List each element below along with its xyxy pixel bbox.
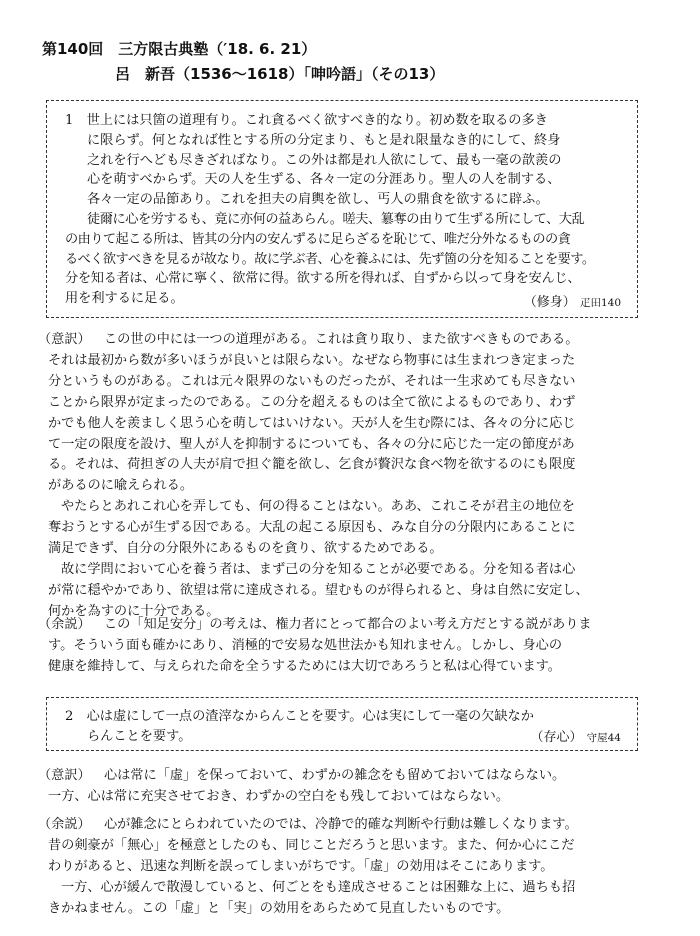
quote-line: 心を萌すべからず。天の人を生ずる、各々一定の分涯あり。聖人の人を制する、 (87, 172, 561, 188)
text-line: が常に穏やかであり、欲望は常に達成される。望むものが得られると、身は自然に安定し、 (48, 582, 589, 598)
section-label: （余説） (38, 817, 91, 832)
text-line: 心が雑念にとらわれていたのでは、冷静で的確な判断や行動は難しくなります。 (103, 817, 578, 832)
text-line: 一方、心は常に充実させておき、わずかの空白をも残しておいてはならない。 (48, 788, 510, 804)
section-label: （意訳） (38, 332, 91, 347)
quote-line: に限らず。何となれば性とする所の分定まり、もと是れ限量なき的にして、終身 (87, 132, 561, 148)
text-line: やたらとあれこれ心を弄しても、何の得ることはない。ああ、これこそが君主の地位を (61, 499, 575, 515)
translation-section-1 (38, 330, 678, 623)
text-line: きかねません。この「虚」と「実」の効用をあらためて見直したいものです。 (48, 900, 510, 916)
text-line: ことから限界が定まったのである。この分を超えるものは全て欲によるものであり、わず (48, 394, 576, 410)
text-line: て一定の限度を設け、聖人が人を抑制するについても、各々の分に応じた一定の節度があ (48, 436, 575, 452)
source-citation: （存心） 守屋44 (530, 730, 621, 745)
text-line: かでも他人を羨ましく思う心を萌してはいけない。天が人を生む際には、各々の分に応じ (48, 415, 576, 431)
text-line: 奪おうとする心が生ずる因である。大乱の起こる原因も、みな自分の分限内にあることに (48, 520, 576, 536)
text-line: 分というものがある。これは元々限界のないものだったが、それは一生求めても尽きない (48, 373, 576, 389)
text-line: 心は常に「虚」を保っておいて、わずかの雑念をも留めておいてはならない。 (103, 768, 566, 783)
quote-line: 各々一定の品節あり。これを担夫の肩輿を欲し、丐人の鼎食を欲するに辟ふ。 (87, 192, 549, 208)
quote-box-2 (46, 697, 638, 751)
text-line: 健康を維持して、与えられた命を全うするためには大切であろうと私は心得ています。 (48, 658, 561, 674)
page-title: 第140回 三方限古典塾（′18. 6. 21） (42, 40, 317, 58)
text-line: 故に学問において心を養う者は、まず己の分を知ることが必要である。分を知る者は心 (61, 561, 576, 577)
quote-line: 1 世上には只箇の道理有り。これ貪るべく欲すべき的なり。初め数を取るの多き (65, 113, 548, 128)
text-line: す。そういう面も確かにあり、消極的で安易な処世法かも知れません。しかし、身心の (48, 637, 563, 653)
text-line: 何かを為すのに十分である。 (48, 603, 220, 619)
text-line: 昔の剣豪が「無心」を極意としたのも、同じことだろうと思います。また、何か心にこだ (48, 837, 575, 853)
text-line: る。それは、荷担ぎの人夫が肩で担ぐ籠を欲し、乞食が贅沢な食べ物を欲するのにも限度 (48, 457, 576, 473)
quote-box-1 (46, 100, 638, 318)
quote-line: らんことを要す。 (87, 728, 192, 744)
quote-line: 2 心は虚にして一点の渣滓なからんことを要す。心は実にして一毫の欠缺なか (65, 709, 534, 724)
text-line: わりがあると、迅速な判断を誤ってしまいがちです。「虚」の効用はそこにあります。 (48, 858, 554, 874)
text-line: があるのに喩えられる。 (48, 478, 194, 494)
source-citation: （修身） 疋田140 (523, 295, 621, 310)
text-line: この「知足安分」の考えは、権力者にとって都合のよい考え方だとする説がありま (103, 617, 592, 632)
commentary-section-1 (38, 615, 678, 678)
text-line: この世の中には一つの道理がある。これは貪り取り、また欲すべきものである。 (103, 332, 579, 347)
text-line: 満足できず、自分の分限外にあるものを貪り、欲するためである。 (48, 541, 443, 557)
commentary-section-2 (38, 815, 678, 920)
text-line: 一方、心が緩んで散漫していると、何ごとをも達成させることは困難な上に、過ちも招 (61, 879, 576, 895)
section-label: （意訳） (38, 768, 91, 783)
quote-line: 分を知る者は、心常に寧く、欲常に得。欲する所を得れば、自ずから以って身を安んじ、 (65, 271, 581, 287)
quote-line: 之れを行へども尽きざればなり。この外は都是れ人欲にして、最も一毫の歆羨の (87, 152, 562, 168)
quote-line: の由りて起こる所は、皆其の分内の安んずるに足らざるを恥じて、唯だ分外なるものの貪 (65, 231, 571, 247)
quote-line: 用を利するに足る。 (65, 291, 184, 307)
page-subtitle: 呂 新吾（1536〜1618）「呻吟語」（その13） (115, 65, 445, 83)
text-line: それは最初から数が多いほうが良いとは限らない。なぜなら物事には生まれつき定まった (48, 352, 576, 368)
translation-section-2 (38, 766, 678, 808)
quote-line: るべく欲すべきを見るが故なり。故に学ぶ者、心を養ふには、先ず箇の分を知ることを要す。 (65, 251, 595, 267)
quote-line: 徒爾に心を労するも、竟に亦何の益あらん。嗟夫、簒奪の由りて生ずる所にして、大乱 (87, 211, 585, 227)
section-label: （余説） (38, 617, 91, 632)
